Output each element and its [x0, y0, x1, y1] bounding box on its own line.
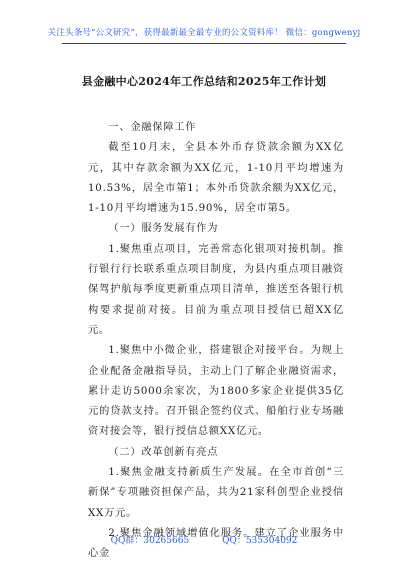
document-title: 县金融中心2024年工作总结和2025年工作计划: [81, 75, 327, 88]
subsection-heading: （一）服务发展有作为: [108, 223, 219, 235]
footer-qq: QQ：535304092: [222, 536, 298, 546]
body-paragraph: 1.聚焦金融支持新质生产发展。在全市首创“三新保”专项融资担保产品，共为21家科创型企业授信XX万元。: [88, 467, 344, 519]
subsection-heading: （二）改革创新有亮点: [108, 446, 219, 458]
body-paragraph: 1.聚焦中小微企业，搭建银企对接平台。为规上企业配备金融指导员，主动上门了解企业融资需求，累计走访5000余家次，为1800多家企业提供35亿元的贷款支持。召开银企签约仪式、船舶行业专场融资对接会等，银行授信总额XX亿元。: [88, 345, 344, 438]
footer-contact: [0, 533, 408, 546]
section-heading: 一、金融保障工作: [108, 122, 197, 133]
body-paragraph: 2.聚焦金融领域增值化服务。建立了企业服务中心金: [88, 527, 344, 560]
header-notice: 关注头条号“公文研究”，获得最新最全最专业的公文资料库！ 微信：gongwenyj: [47, 28, 361, 38]
body-paragraph: 1.聚焦重点项目，完善常态化银项对接机制。推行银行行长联系重点项目制度，为县内重点项目融资保驾护航每季度更新重点项目清单，推送至各银行机构要求提前对接。目前为重点项目授信已超XX亿元。: [88, 243, 344, 336]
header-divider: [62, 43, 346, 44]
body-paragraph: 截至10月末，全县本外币存贷款余额为XX亿元，其中存款余额为XX亿元，1-10月平均增速为10.53%，居全市第1；本外币贷款余额为XX亿元，1-10月平均增速为15.90%，居全市第5。: [88, 142, 344, 215]
document-body: [88, 118, 344, 565]
footer-qq-group: QQ群：30265665: [110, 536, 190, 546]
